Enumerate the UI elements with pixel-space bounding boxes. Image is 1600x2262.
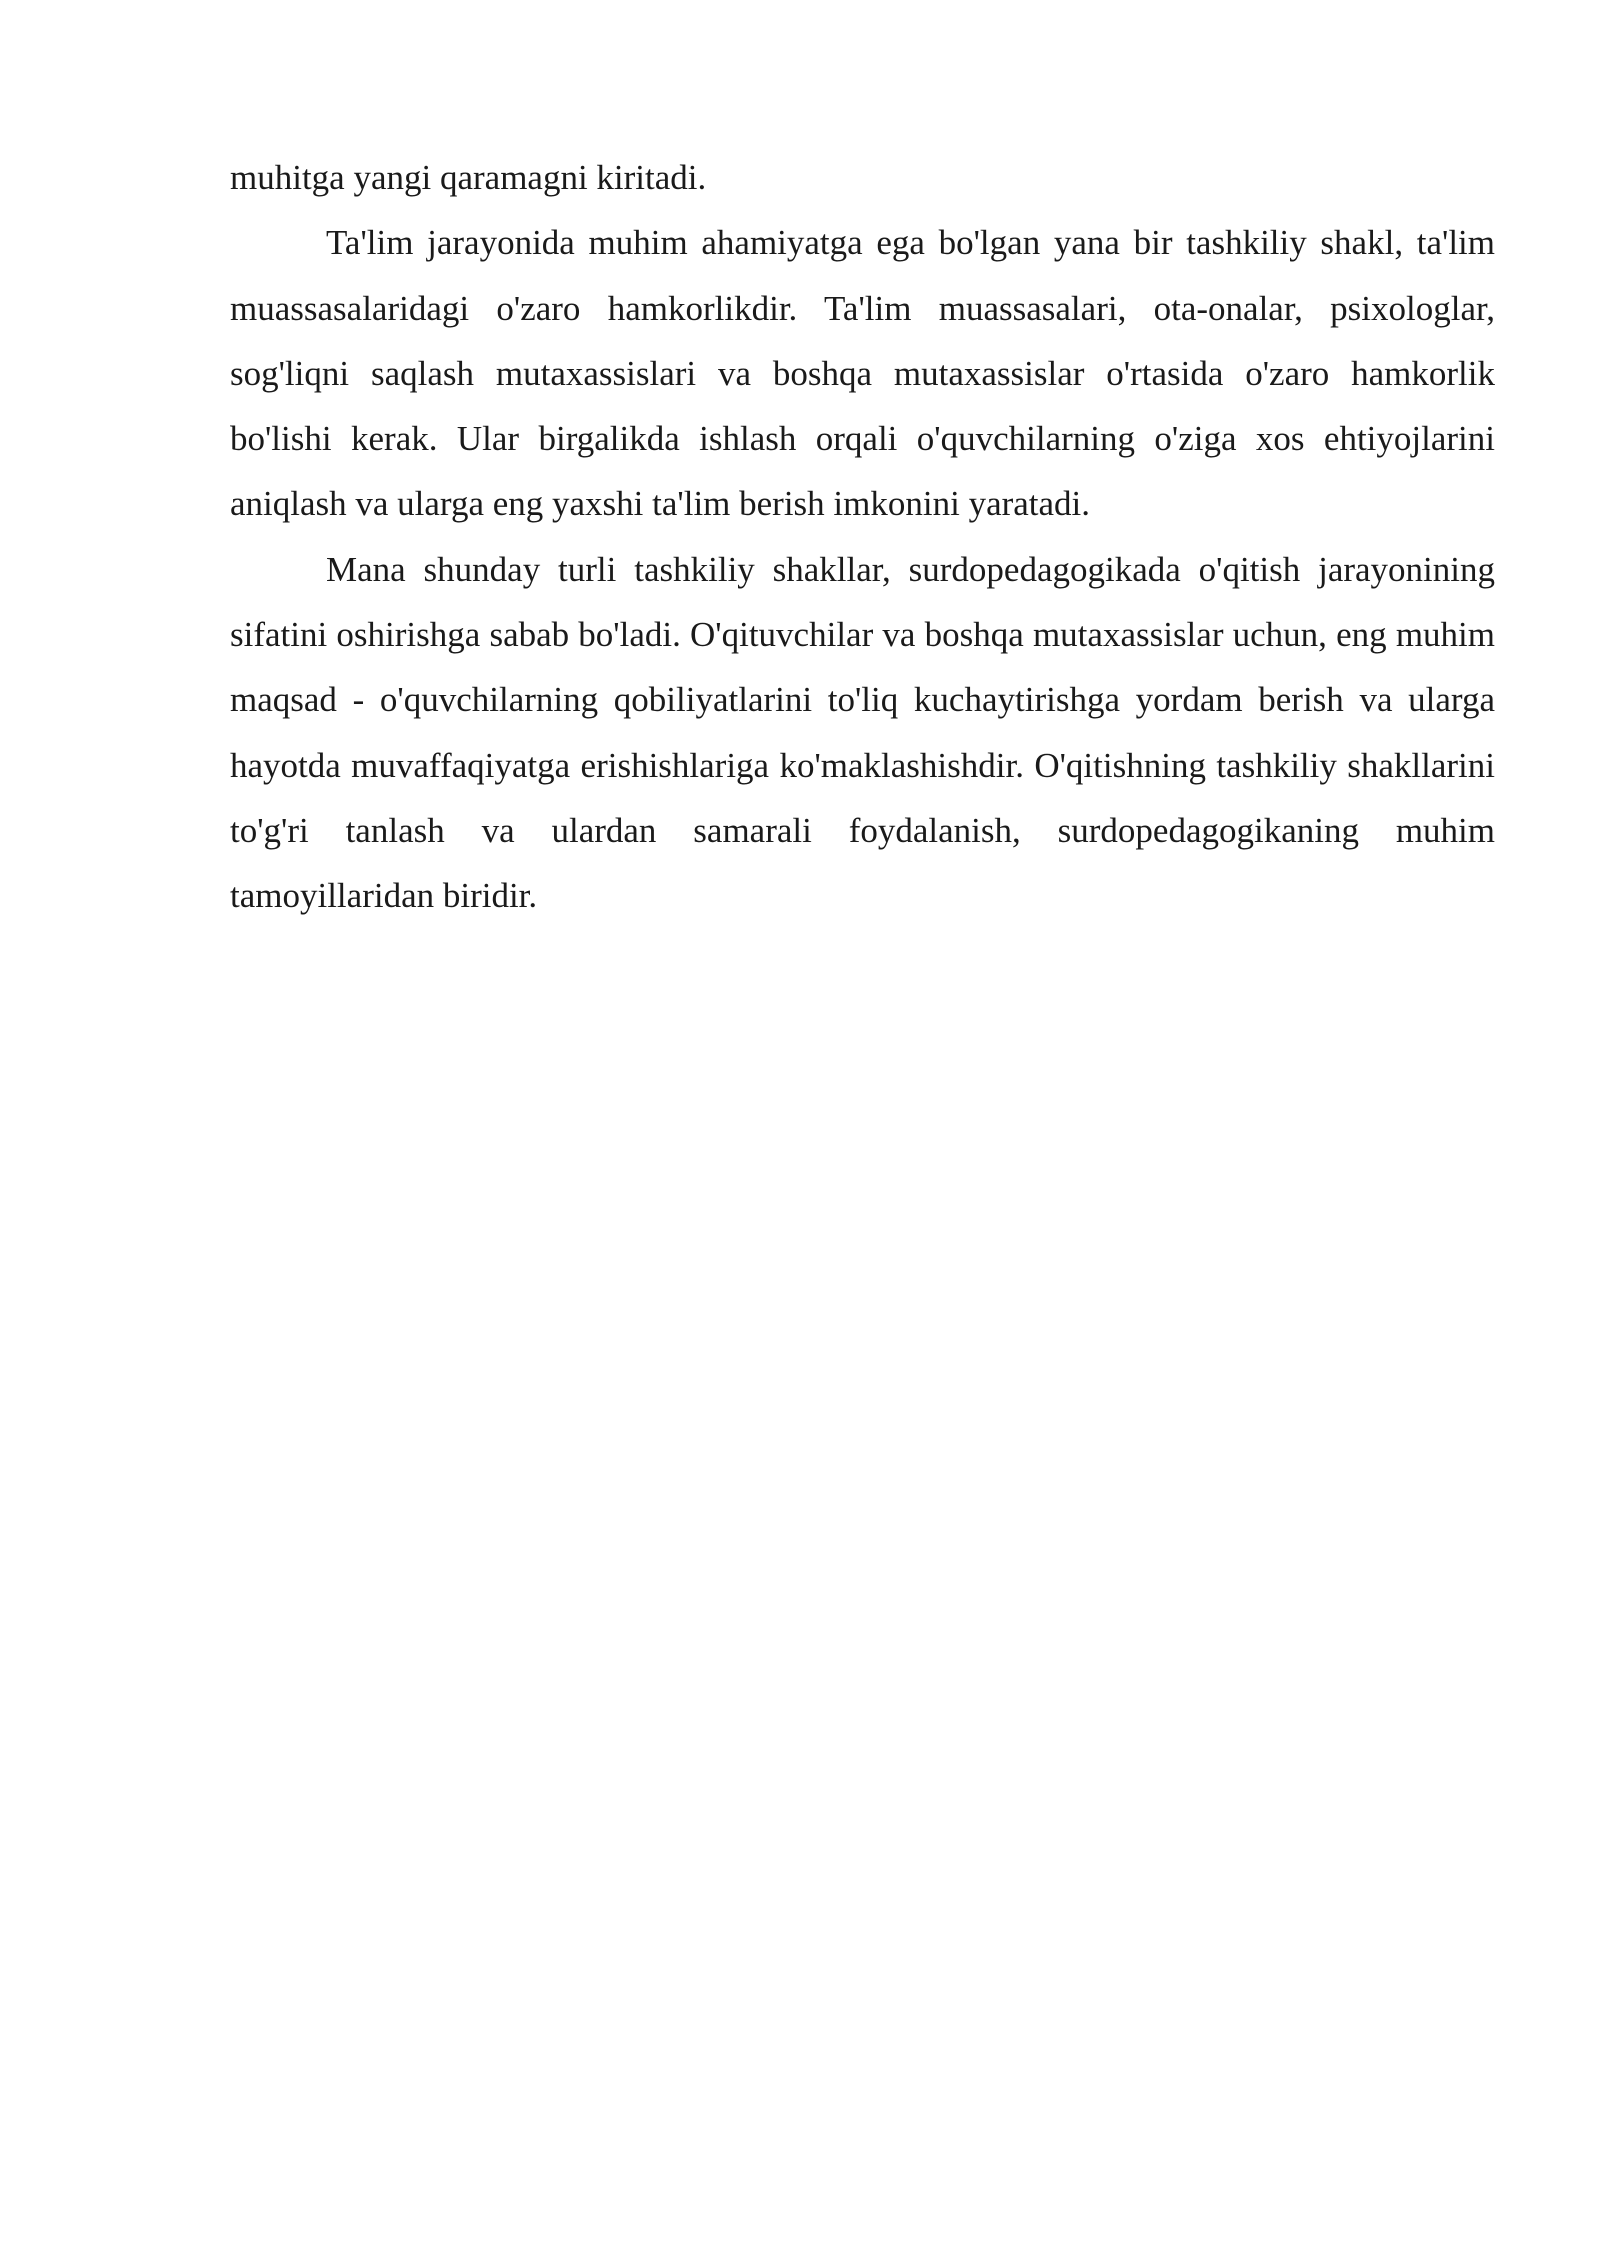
paragraph-3: Mana shunday turli tashkiliy shakllar, surdopedagogikada o'qitish jarayonining sifatini oshirishga sabab bo'ladi. O'qituvchilar va boshqa mutaxassislar uchun, eng muhim maqsad - o'quvchilarning qobiliyatlarini to'liq kuchaytirishga yordam berish va ularga hayotda muvaffaqiyatga erishishlariga ko'maklashishdir. O'qitishning tashkiliy shakllarini to'g'ri tanlash va ulardan samarali foydalanish, surdopedagogikaning muhim tamoyillaridan biridir. (230, 549, 1495, 916)
body-text (230, 145, 1495, 929)
paragraph-1: muhitga yangi qaramagni kiritadi. (230, 158, 707, 197)
paragraph-2: Ta'lim jarayonida muhim ahamiyatga ega bo'lgan yana bir tashkiliy shakl, ta'lim muassasalaridagi o'zaro hamkorlikdir. Ta'lim muassasalari, ota-onalar, psixologlar, sog'liqni saqlash mutaxassislari va boshqa mutaxassislar o'rtasida o'zaro hamkorlik bo'lishi kerak. Ular birgalikda ishlash orqali o'quvchilarning o'ziga xos ehtiyojlarini aniqlash va ularga eng yaxshi ta'lim berish imkonini yaratadi. (230, 223, 1495, 524)
